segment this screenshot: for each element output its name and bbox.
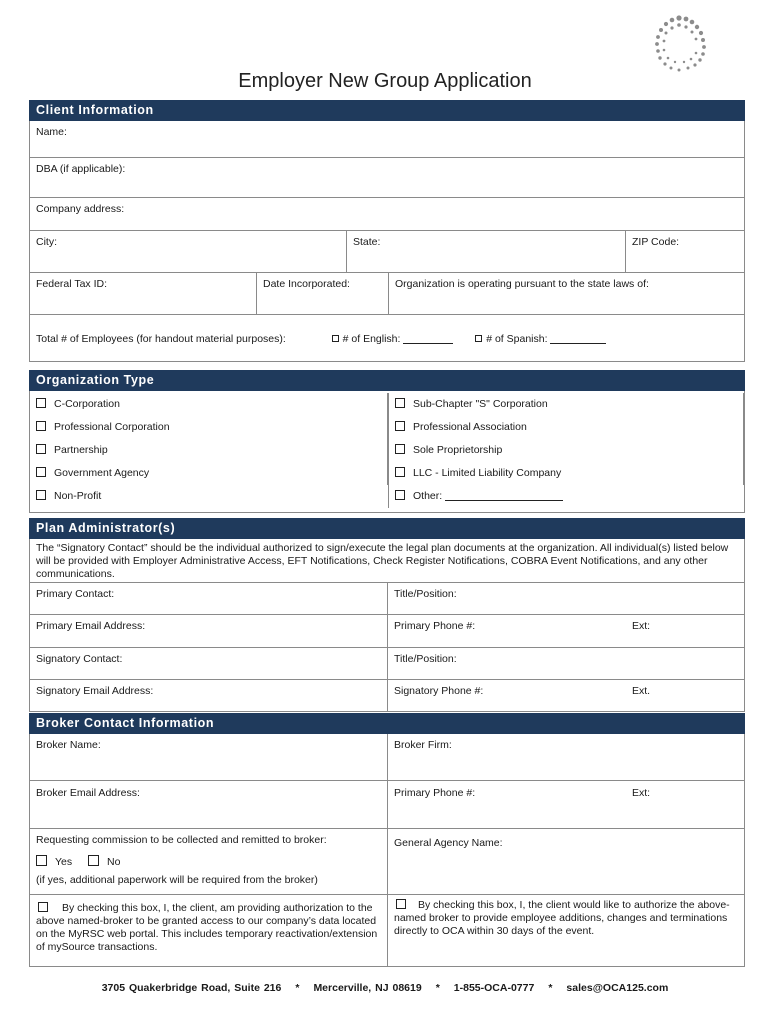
org-option-label: C-Corporation [54,398,120,410]
org-option[interactable] [30,439,388,462]
footer-separator: * [435,982,440,994]
org-option-label: Non-Profit [54,490,102,502]
client-authorization [30,895,388,966]
plan-administrators-header: Plan Administrator(s) [29,518,745,539]
broker-authorization-checkbox[interactable] [396,899,406,909]
other-input[interactable] [445,490,563,501]
primary-email-row [29,615,745,648]
checkbox[interactable] [395,398,405,408]
broker-authorization [388,895,744,966]
zip-label: ZIP Code: [632,236,680,248]
footer-phone: 1-855-OCA-0777 [453,982,535,994]
broker-name-row [29,734,745,781]
broker-phone-field[interactable] [388,781,744,828]
dba-row [29,158,745,198]
checkbox[interactable] [36,467,46,477]
employees-row [29,315,745,362]
state-laws-label: Organization is operating pursuant to the state laws of: [395,278,649,290]
dba-field[interactable] [30,158,744,197]
signatory-phone-field[interactable] [388,680,744,711]
primary-contact-row [29,583,745,615]
broker-name-label: Broker Name: [36,739,101,751]
name-row [29,121,745,158]
checkbox[interactable] [395,421,405,431]
broker-authorization-text: By checking this box, I, the client would like to authorize the above-named broker to provide employee additions, changes and terminations directly to OCA within 30 days of the event. [394,899,730,937]
name-label: Name: [36,126,67,138]
org-option[interactable] [389,439,744,462]
signatory-note: The “Signatory Contact” should be the individual authorized to sign/execute the legal plan documents at the organization. All individual(s) listed below will be provided with Employer Administrative Access, EFT Notifications, Check Register Notifications, COBRA Event Notifications, and any other communications. [29,539,745,583]
org-option[interactable] [30,416,388,439]
checkbox[interactable] [395,467,405,477]
footer-city: Mercerville, NJ 08619 [313,982,422,994]
dba-label: DBA (if applicable): [36,163,126,175]
company-logo [648,14,710,76]
authorization-row [29,895,745,967]
commission-note: (if yes, additional paperwork will be required from the broker) [36,874,318,886]
ext-label: Ext: [632,787,651,799]
signatory-contact-label: Signatory Contact: [36,653,123,665]
commission-options [36,855,387,868]
org-left-column [30,393,388,508]
broker-name-field[interactable] [30,734,388,780]
client-authorization-checkbox[interactable] [38,902,48,912]
primary-phone-label: Primary Phone #: [394,620,476,632]
zip-field[interactable] [626,231,744,272]
city-label: City: [36,236,57,248]
primary-email-label: Primary Email Address: [36,620,146,632]
signatory-title-field[interactable] [388,648,744,679]
primary-contact-label: Primary Contact: [36,588,115,600]
broker-contact-header: Broker Contact Information [29,713,745,734]
primary-email-field[interactable] [30,615,388,647]
primary-contact-field[interactable] [30,583,388,614]
city-row [29,231,745,273]
checkbox[interactable] [36,490,46,500]
yes-label: Yes [55,856,73,868]
state-field[interactable] [347,231,626,272]
name-field[interactable] [30,121,744,157]
org-option-label: LLC - Limited Liability Company [413,467,562,479]
employees-field [30,315,744,361]
footer-separator: * [548,982,553,994]
org-option[interactable] [389,462,744,485]
broker-email-label: Broker Email Address: [36,787,140,799]
company-address-label: Company address: [36,203,125,215]
broker-firm-label: Broker Firm: [394,739,452,751]
org-option[interactable] [30,485,388,508]
tax-row [29,273,745,315]
title-position-field[interactable] [388,583,744,614]
checkbox[interactable] [395,490,405,500]
total-employees-label: Total # of Employees (for handout material purposes): [36,333,286,345]
org-option-label: Sole Proprietorship [413,444,503,456]
signatory-title-label: Title/Position: [394,653,457,665]
no-label: No [106,856,121,868]
footer-email[interactable]: sales@OCA125.com [566,982,669,994]
footer-address: 3705 Quakerbridge Road, Suite 216 [101,982,282,994]
org-option[interactable] [30,462,388,485]
checkbox[interactable] [36,421,46,431]
client-authorization-text: By checking this box, I, the client, am providing authorization to the above named-broker to be granted access to our company’s data located on the MyRSC web portal. This includes temporary reactivation/extension of mySource transactions. [36,902,378,953]
org-option-label: Government Agency [54,467,150,479]
org-option-other[interactable] [389,485,744,508]
page-title: Employer New Group Application [238,70,532,92]
ext-label: Ext. [632,685,651,697]
company-address-field[interactable] [30,198,744,230]
commission-row [29,829,745,895]
date-incorporated-label: Date Incorporated: [263,278,350,290]
org-option-label: Partnership [54,444,108,456]
spanish-label: # of Spanish: [486,333,548,345]
general-agency-field[interactable] [388,829,744,894]
title-position-label: Title/Position: [394,588,457,600]
signatory-contact-row [29,648,745,680]
footer-separator: * [295,982,300,994]
state-laws-field[interactable] [389,273,744,314]
org-option[interactable] [389,416,744,439]
no-checkbox[interactable] [88,855,99,866]
organization-type-list [29,391,745,513]
org-option-label: Professional Association [413,421,527,433]
broker-phone-label: Primary Phone #: [394,787,476,799]
commission-field [30,829,388,894]
federal-tax-id-field[interactable] [30,273,257,314]
broker-email-row [29,781,745,829]
state-label: State: [353,236,381,248]
general-agency-label: General Agency Name: [394,837,503,849]
organization-type-header: Organization Type [29,370,745,391]
commission-label: Requesting commission to be collected and remitted to broker: [36,834,327,846]
org-option[interactable] [389,393,744,416]
ext-label: Ext: [632,620,651,632]
signatory-email-row [29,680,745,712]
org-option-label: Professional Corporation [54,421,170,433]
checkbox[interactable] [36,444,46,454]
org-option-label: Other: [413,490,443,502]
spanish-checkbox[interactable] [475,335,482,342]
english-label: # of English: [342,333,401,345]
client-information-header: Client Information [29,100,745,121]
footer [0,982,770,994]
yes-checkbox[interactable] [36,855,47,866]
signatory-contact-field[interactable] [30,648,388,679]
org-right-column [388,393,744,508]
application-form [29,100,745,967]
address-row [29,198,745,231]
broker-email-field[interactable] [30,781,388,828]
checkbox[interactable] [395,444,405,454]
checkbox[interactable] [36,398,46,408]
org-option-label: Sub-Chapter "S" Corporation [413,398,548,410]
english-count-input[interactable] [403,333,453,344]
english-checkbox[interactable] [332,335,339,342]
primary-phone-field[interactable] [388,615,744,647]
city-field[interactable] [30,231,347,272]
signatory-email-field[interactable] [30,680,388,711]
date-incorporated-field[interactable] [257,273,389,314]
org-option[interactable] [30,393,388,416]
federal-tax-id-label: Federal Tax ID: [36,278,108,290]
signatory-email-label: Signatory Email Address: [36,685,154,697]
broker-firm-field[interactable] [388,734,744,780]
signatory-phone-label: Signatory Phone #: [394,685,484,697]
spanish-count-input[interactable] [550,333,606,344]
